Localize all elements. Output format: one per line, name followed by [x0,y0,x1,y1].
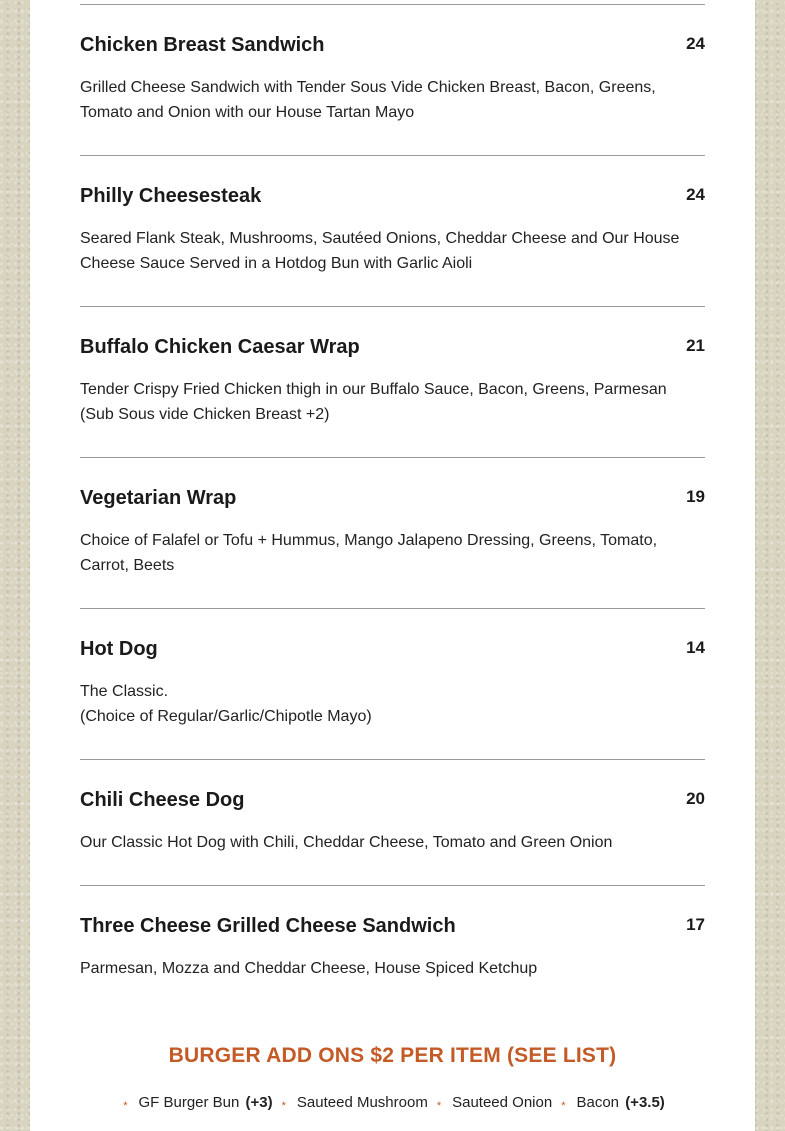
divider [80,759,705,760]
item-description-line: Choice of Falafel or Tofu + Hummus, Mango Jalapeno Dressing, Greens, Tomato, [80,532,658,549]
item-description [80,377,690,427]
addon-label: Bacon [576,1094,620,1111]
item-name: Vegetarian Wrap [80,487,237,509]
item-price: 21 [686,336,705,355]
item-name: Philly Cheesesteak [80,185,262,207]
item-description [80,528,690,578]
divider [80,155,705,156]
divider [80,306,705,307]
item-description-line: Grilled Cheese Sandwich with Tender Sous Vide Chicken Breast, Bacon, Greens, [80,79,656,96]
item-description-line: Cheese Sauce Served in a Hotdog Bun with Garlic Aioli [80,255,473,272]
item-price: 24 [686,185,705,204]
item-description-line: (Sub Sous vide Chicken Breast +2) [80,406,330,423]
item-description [80,226,690,276]
addon-label: Sauteed Onion [452,1094,553,1111]
item-description [80,679,690,729]
burger-addons-list [30,1094,755,1112]
item-name: Three Cheese Grilled Cheese Sandwich [80,915,456,937]
divider [80,608,705,609]
addon-surcharge: (+3) [245,1094,273,1111]
item-description [80,75,690,125]
item-price: 20 [686,789,705,808]
item-name: Buffalo Chicken Caesar Wrap [80,336,360,358]
divider [80,885,705,886]
item-description-line: (Choice of Regular/Garlic/Chipotle Mayo) [80,708,372,725]
star-icon: * [281,1100,286,1112]
burger-addons-heading: BURGER ADD ONS $2 PER ITEM (SEE LIST) [168,1044,617,1067]
item-name: Chicken Breast Sandwich [80,34,325,56]
addon-label: GF Burger Bun [138,1094,240,1111]
item-price: 17 [686,915,705,934]
addon-item [576,1094,664,1111]
item-description-line: Tender Crispy Fried Chicken thigh in our Buffalo Sauce, Bacon, Greens, Parmesan [80,381,667,398]
star-icon: * [561,1100,566,1112]
item-price: 14 [686,638,705,657]
addon-item [452,1094,552,1111]
item-name: Chili Cheese Dog [80,789,245,811]
item-description-line: Tomato and Onion with our House Tartan Mayo [80,104,415,121]
addon-item [138,1094,272,1111]
menu-panel [30,0,755,1131]
item-price: 19 [686,487,705,506]
item-description-line: The Classic. [80,683,169,700]
item-name: Hot Dog [80,638,158,660]
addon-label: Sauteed Mushroom [296,1094,428,1111]
item-price: 24 [686,34,705,53]
item-description-line: Seared Flank Steak, Mushrooms, Sautéed Onions, Cheddar Cheese and Our House [80,230,680,247]
addon-surcharge: (+3.5) [625,1094,665,1111]
item-description-line: Our Classic Hot Dog with Chili, Cheddar Cheese, Tomato and Green Onion [80,834,613,851]
star-icon: * [436,1100,442,1112]
item-description-line: Parmesan, Mozza and Cheddar Cheese, House Spiced Ketchup [80,960,538,977]
item-description [80,830,690,855]
item-description-line: Carrot, Beets [80,557,175,574]
divider [80,4,705,5]
addon-item [297,1094,428,1111]
star-icon: * [123,1100,128,1112]
item-description [80,956,690,981]
divider [80,457,705,458]
